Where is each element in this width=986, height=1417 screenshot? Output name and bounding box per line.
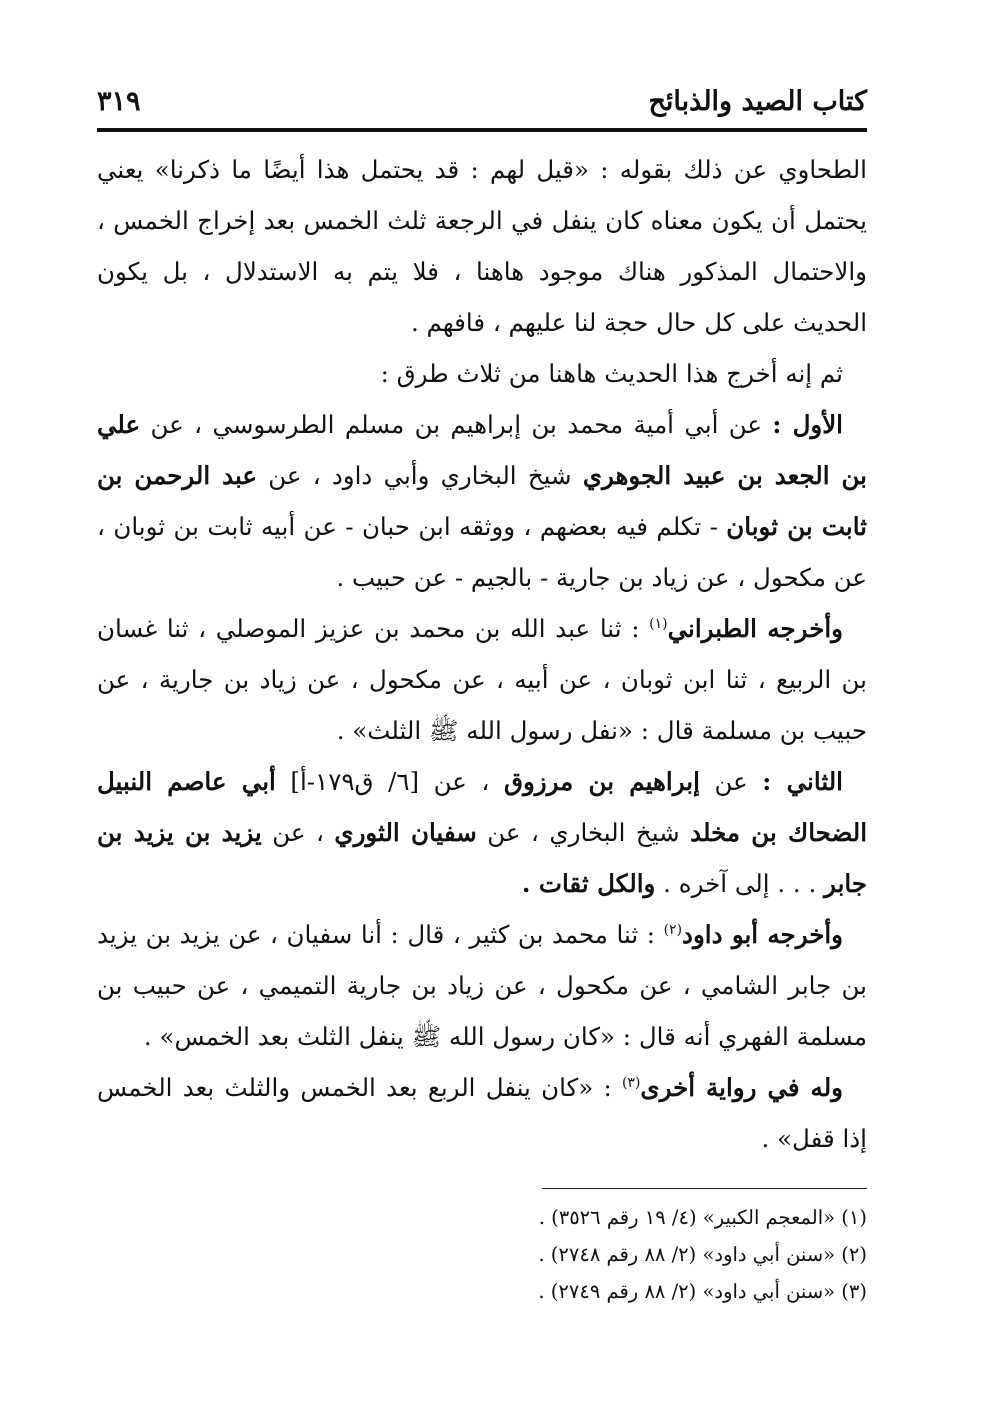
narrator-name: إبراهيم بن مرزوق [503, 767, 700, 796]
header-title: كتاب الصيد والذبائح [648, 86, 867, 117]
running-header [97, 80, 867, 124]
body-text: : «كان ينفل الربع بعد الخمس والثلث بعد الخمس إذا قفل» . [97, 1073, 867, 1153]
narrator-name: سفيان الثوري [334, 818, 477, 847]
body-text: : ثنا محمد بن كثير ، قال : أنا سفيان ، عن يزيد بن يزيد بن جابر الشامي ، عن مكحول ، عن زياد بن جارية التميمي ، عن حبيب بن مسلمة الفهري أنه قال : «كان رسول الله ﷺ ينفل الثلث بعد الخمس» . [97, 920, 867, 1051]
footnote: (٣) «سنن أبي داود» (٢/ ٨٨ رقم ٢٧٤٩) . [538, 1280, 867, 1303]
section-lead: وأخرجه أبو داود [682, 920, 843, 949]
footnote: (٢) «سنن أبي داود» (٢/ ٨٨ رقم ٢٧٤٨) . [538, 1243, 867, 1266]
footnote-ref[interactable]: (١) [649, 615, 668, 632]
paragraph-continuation: الطحاوي عن ذلك بقوله : «قيل لهم : قد يحتمل هذا أيضًا ما ذكرنا» يعني يحتمل أن يكون معناه كان ينفل في الرجعة ثلث الخمس بعد إخراج الخمس ، والاحتمال المذكور هناك موجود هاهنا ، فلا يتم به الاستدلال ، بل يكون الحديث على كل حال حجة لنا عليهم ، فافهم . [97, 155, 867, 337]
section-lead: الثاني : [762, 767, 843, 796]
footnote-separator [542, 1188, 867, 1189]
footnote-ref[interactable]: (٢) [663, 921, 683, 938]
paragraph-intro: ثم إنه أخرج هذا الحديث هاهنا من ثلاث طرق : [380, 359, 843, 388]
paragraph-first-chain [97, 399, 867, 603]
header-rule [97, 128, 867, 132]
body-text: ، عن [٦/ ق١٧٩-أ] [275, 767, 504, 796]
body-text: . . . إلى آخره . [655, 869, 825, 898]
section-lead: وأخرجه الطبراني [667, 614, 843, 643]
body-text: عن أبي أمية محمد بن إبراهيم بن مسلم الطرسوسي ، عن [140, 410, 773, 439]
body-text: - تكلم فيه بعضهم ، ووثقه ابن حبان - عن أبيه ثابت بن ثوبان ، عن مكحول ، عن زياد بن جارية - بالجيم - عن حبيب . [97, 512, 867, 592]
section-lead: وله في رواية أخرى [640, 1073, 843, 1102]
body-text: ، عن [261, 818, 335, 847]
footnotes [97, 1199, 867, 1310]
footnote: (١) «المعجم الكبير» (٤/ ١٩ رقم ٣٥٢٦) . [538, 1206, 867, 1229]
footnote-ref[interactable]: (٣) [621, 1074, 641, 1091]
page-number: ٣١٩ [97, 86, 141, 117]
body-text: شيخ البخاري ، عن [476, 818, 691, 847]
narrator-name: علي بن الجعد بن عبيد الجوهري [97, 410, 868, 490]
narrator-name: عبد الرحمن بن ثابت بن ثوبان [97, 461, 867, 541]
body-text: عن [699, 767, 763, 796]
verdict-text: والكل ثقات . [521, 869, 656, 898]
body-text: شيخ البخاري وأبي داود ، عن [257, 461, 583, 490]
paragraph-second-chain [97, 756, 867, 909]
section-lead: الأول : [772, 410, 843, 439]
paragraph-abu-dawud [97, 909, 867, 1062]
paragraph-tabarani [97, 603, 867, 756]
paragraph-other-narration [97, 1062, 867, 1164]
book-page [97, 80, 867, 1310]
body-text: : ثنا عبد الله بن محمد بن عزيز الموصلي ، ثنا غسان بن الربيع ، ثنا ابن ثوبان ، عن أبيه ، عن مكحول ، عن زياد بن جارية ، عن حبيب بن مسلمة قال : «نفل رسول الله ﷺ الثلث» . [97, 614, 867, 745]
narrator-name: يزيد بن يزيد بن جابر [97, 818, 867, 898]
narrator-name: أبي عاصم النبيل الضحاك بن مخلد [97, 767, 867, 847]
